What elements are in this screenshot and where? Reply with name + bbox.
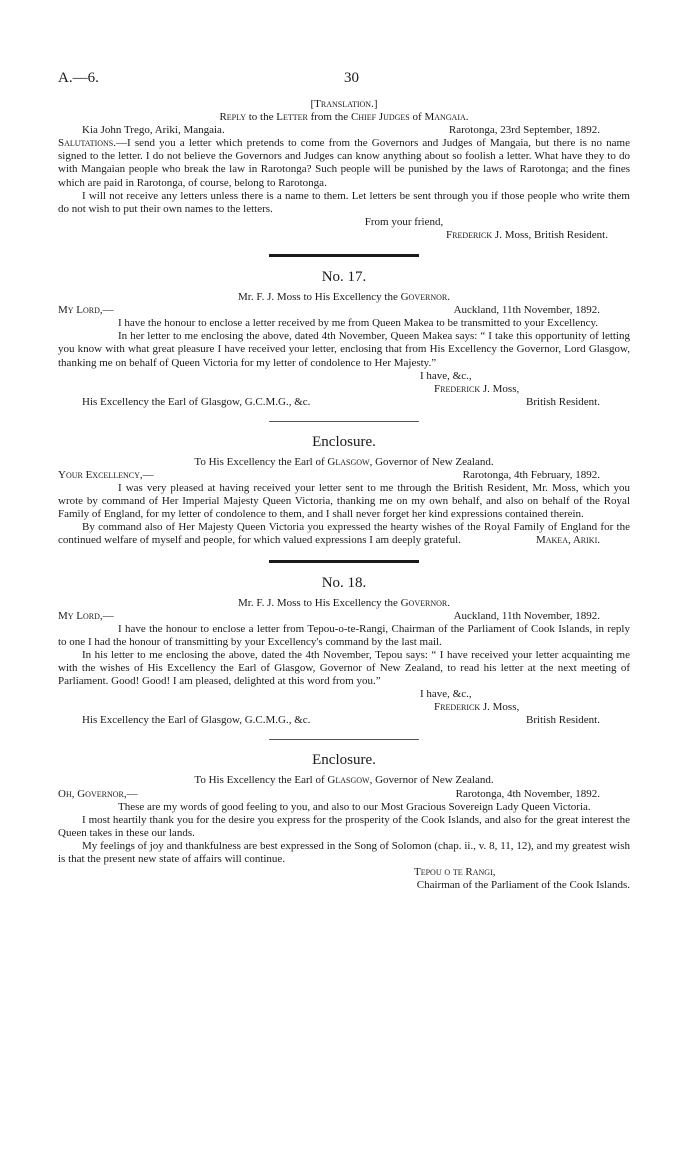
section-divider-thin (269, 739, 419, 740)
no18-date: Auckland, 11th November, 1892. (453, 609, 600, 622)
enclosure1-salutation-row (58, 469, 630, 482)
enclosure2-body-1: These are my words of good feeling to you, and also to our Most Gracious Sovereign Lady Queen Victoria. (118, 800, 591, 813)
no17-heading: Mr. F. J. Moss to His Excellency the Governor. (238, 291, 450, 304)
no18-number: No. 18. (321, 574, 367, 591)
no18-salutation: My Lord,— (58, 609, 114, 622)
enclosure2-salutation-row (58, 788, 630, 801)
no18-signature-title: British Resident. (526, 714, 600, 727)
translation-label: [Translation.] (310, 98, 378, 110)
page-number: 30 (344, 70, 359, 86)
enclosure2-signature-name: Tepou o te Rangi, (414, 866, 496, 879)
no18-closing: I have, &c., (420, 688, 472, 701)
no17-addressee: His Excellency the Earl of Glasgow, G.C.M.G., &c. (82, 395, 311, 408)
enclosure1-body-1: I was very pleased at having received your letter sent to me through the British Resident, Mr. Moss, which you wrote by command of Her Imperial Majesty Queen Victoria, thanking me on my own behalf, and also on behalf of the Royal Family of England, for my letter of condolence to them, and I shall never forget her kind expressions contained therein. (58, 482, 630, 521)
translation-date: Rarotonga, 23rd September, 1892. (448, 124, 600, 137)
no17-salutation-row (58, 304, 630, 317)
enclosure1-date: Rarotonga, 4th February, 1892. (462, 468, 600, 481)
translation-address-row (58, 124, 630, 137)
page-header (58, 72, 630, 88)
document-reference: A.—6. (58, 70, 99, 86)
enclosure1-section (58, 434, 630, 548)
enclosure1-title: Enclosure. (312, 433, 376, 450)
enclosure2-salutation: Oh, Governor,— (58, 787, 138, 800)
no17-closing: I have, &c., (420, 369, 472, 382)
no17-signature: Frederick J. Moss, (434, 382, 520, 395)
translation-title: Reply to the Letter from the Chief Judges of Mangaia. (219, 111, 469, 124)
enclosure2-heading: To His Excellency the Earl of Glasgow, Governor of New Zealand. (194, 774, 494, 787)
no17-body-2: In her letter to me enclosing the above, dated 4th November, Queen Makea says: “ I take this opportunity of letting you know with what great pleasure I have received your letter, enclosing that from His Excellency the Governor, Lord Glasgow, thanking me on behalf of Queen Victoria for my letter of condolence to Her Majesty.” (58, 330, 630, 369)
no18-body-1: I have the honour to enclose a letter from Tepou-o-te-Rangi, Chairman of the Parliament of Cook Islands, in reply to one I had the honour of transmitting by your Excellency's command by the last mail. (58, 622, 630, 648)
enclosure2-body-2: I most heartily thank you for the desire you express for the prosperity of the Cook Islands, and also for the great interest the Queen takes in these our lands. (58, 813, 630, 839)
enclosure1-signature: Makea, Ariki. (535, 534, 600, 547)
enclosure1-body-2: By command also of Her Majesty Queen Victoria you expressed the hearty wishes of the Royal Family of England for the continued welfare of myself and people, for which valued expressions I am deeply grateful. (58, 521, 630, 547)
translation-closing: From your friend, (364, 215, 444, 228)
document-page (58, 72, 630, 892)
translation-body-2: I will not receive any letters unless there is a name to them. Let letters be sent through you if those people who write them do not wish to put their own names to the letters. (58, 189, 630, 215)
no17-signature-title: British Resident. (526, 395, 600, 408)
no18-salutation-row (58, 610, 630, 623)
enclosure1-heading: To His Excellency the Earl of Glasgow, Governor of New Zealand. (194, 455, 494, 468)
no18-body-2: In his letter to me enclosing the above, dated the 4th November, Tepou says: “ I have received your letter acquainting me with the wishes of His Excellency the Earl of Glasgow, Governor of New Zealand, to read his letter at the next meeting of Parliament. Good! Good! I am pleased, delighted at this word from you.” (58, 648, 630, 688)
no17-body-1: I have the honour to enclose a letter received by me from Queen Makea to be transmitted to your Excellency. (118, 317, 599, 330)
translation-section (58, 98, 630, 242)
translation-signature: Frederick J. Moss, British Resident. (446, 228, 608, 241)
translation-body-1: Salutations.—I send you a letter which pretends to come from the Governors and Judges of Mangaia, but there is no name signed to the letter. I do not believe the Governors and Judges can know anything about so foolish a letter. What have they to do with Mangaian people who break the law in Rarotonga? Such people will be punished by the laws of Rarotonga; and the fines which are paid in Rarotonga, of course, belong to Rarotonga. (58, 137, 630, 189)
no18-addressee: His Excellency the Earl of Glasgow, G.C.M.G., &c. (82, 714, 311, 727)
enclosure2-section (58, 752, 630, 892)
no17-section (58, 269, 630, 409)
no17-date: Auckland, 11th November, 1892. (453, 304, 600, 317)
enclosure2-body-3: My feelings of joy and thankfulness are best expressed in the Song of Solomon (chap. ii., v. 8, 11, 12), and my greatest wish is that the present new state of affairs will continue. (58, 839, 630, 866)
section-divider-thick (269, 560, 419, 563)
section-divider-thin (269, 421, 419, 422)
no18-heading: Mr. F. J. Moss to His Excellency the Governor. (238, 596, 450, 609)
no17-salutation: My Lord,— (58, 304, 114, 317)
no17-number: No. 17. (321, 269, 367, 286)
no18-addressee-row (58, 714, 630, 727)
section-divider-thick (269, 254, 419, 257)
no18-section (58, 575, 630, 728)
no18-signature: Frederick J. Moss, (434, 701, 520, 714)
enclosure1-salutation: Your Excellency,— (58, 468, 154, 481)
enclosure2-title: Enclosure. (312, 752, 376, 769)
enclosure2-signature-title: Chairman of the Parliament of the Cook Islands. (416, 879, 630, 892)
translation-recipient: Kia John Trego, Ariki, Mangaia. (82, 124, 225, 137)
no17-addressee-row (58, 396, 630, 409)
enclosure2-date: Rarotonga, 4th November, 1892. (455, 787, 600, 800)
